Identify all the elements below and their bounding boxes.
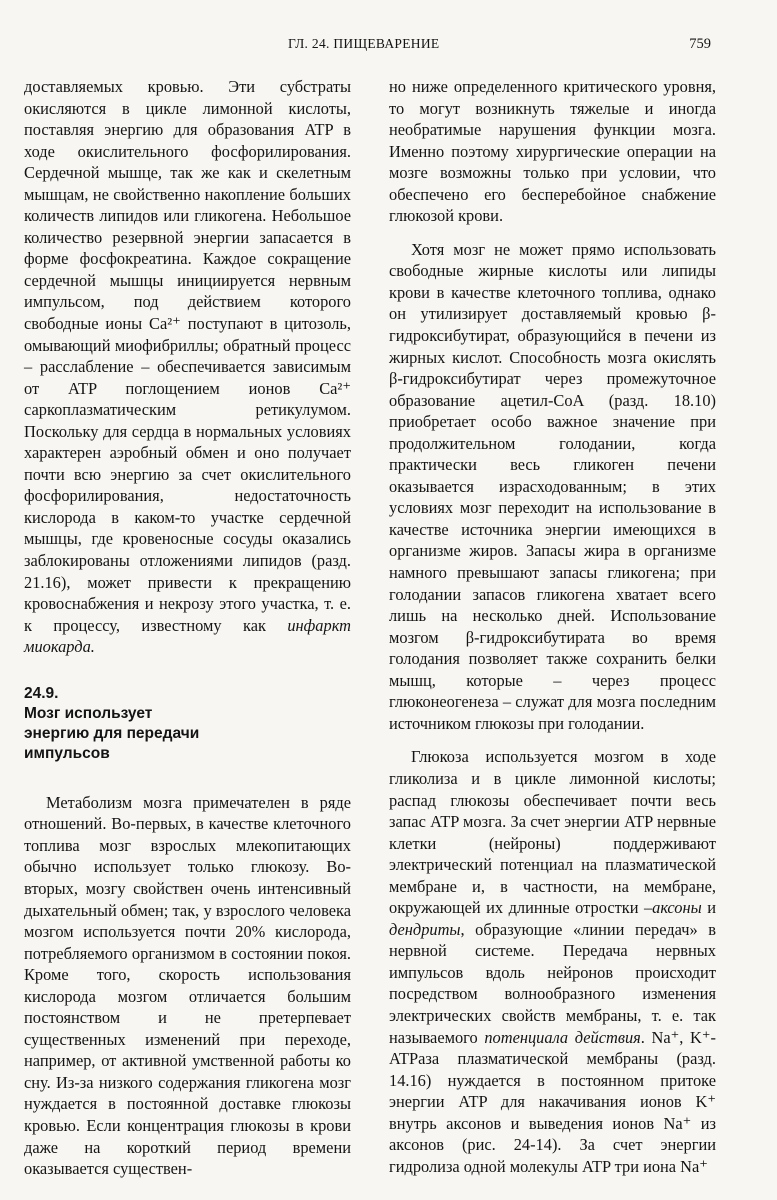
term-axons: аксоны (652, 898, 702, 918)
left-paragraph-1 (24, 76, 351, 658)
left-paragraph-1-text: доставляемых кровью. Эти субстраты окисляются в цикле лимонной кислоты, поставляя энергию для образования ATP в ходе окислительного фосфорилирования. Сердечной мышце, так же как и скелетным мышцам, не свойственно накопление больших количеств липидов или гликогена. Небольшое количество резервной энергии запасается в форме фосфокреатина. Каждое сокращение сердечной мышцы инициируется нервным импульсом, под действием которого свободные ионы Ca²⁺ поступают в цитозоль, омывающий миофибриллы; обратный процесс – расслабление – обеспечивается зависимым от ATP поглощением ионов Ca²⁺ саркоплазматическим ретикулумом. Поскольку для сердца в нормальных условиях характерен аэробный обмен и оно получает почти всю энергию за счет окислительного фосфорилирования, недостаточность кислорода в каком-то участке сердечной мышцы, где кровеносные сосуды оказались заблокированы отложениями липидов (разд. 21.16), может привести к прекращению кровоснабжения и некрозу этого участка, т. е. к процессу, известному как (24, 77, 351, 635)
paragraph-gap (389, 734, 716, 746)
right-paragraph-1: но ниже определенного критического уровня, то могут возникнуть тяжелые и иногда необратимые нарушения функции мозга. Именно поэтому хирургические операции на мозге возможны только при условии, что обеспечено его бесперебойное снабжение глюкозой крови. (389, 77, 716, 226)
section-number: 24.9. (24, 684, 59, 702)
right-paragraph-3-part-b: и (707, 898, 716, 918)
term-dendrites: дендриты (389, 919, 461, 939)
section-heading (24, 684, 351, 764)
section-heading-line-1 (24, 684, 351, 724)
running-header (0, 36, 777, 56)
left-column (24, 76, 351, 1180)
right-paragraph-2: Хотя мозг не может прямо использовать свободные жирные кислоты или липиды крови в качестве клеточного топлива, однако он утилизирует доставляемый кровью β-гидроксибутират, образующийся в печени из жирных кислот. Способность мозга окислять β-гидроксибутират через промежуточное образование ацетил-CoA (разд. 18.10) приобретает особо важное значение при продолжительном голодании, когда практически весь гликоген печени оказывается израсходованным; в этих условиях мозг переходит на использование в качестве источника энергии имеющихся в организме жиров. Запасы жира в организме намного превышают запасы гликогена; при голодании запасов гликогена хватает всего лишь на несколько дней. Использование мозгом β-гидроксибутирата во время голодания позволяет также сохранить белки мышц, которые – через процесс глюконеогенеза – служат для мозга последним источником глюкозы при голодании. (389, 239, 716, 733)
right-column (389, 76, 716, 1177)
section-title-line-2: энергию для передачи (24, 724, 200, 742)
left-paragraph-2: Метаболизм мозга примечателен в ряде отношений. Во-первых, в качестве клеточного топлива мозг взрослых млекопитающих обычно использует только глюкозу. Во-вторых, мозгу свойствен очень интенсивный дыхательный обмен; так, у взрослого человека мозгом используется почти 20% кислорода, потребляемого организмом в состоянии покоя. Кроме того, скорость использования кислорода мозгом отличается большим постоянством и не претерпевает существенных изменений при переходе, например, от активной умственной работы ко сну. Из-за низкого содержания гликогена мозг нуждается в постоянной доставке глюкозы кровью. Если концентрация глюкозы в крови даже на короткий период времени оказывается существен- (24, 792, 351, 1179)
right-paragraph-3 (389, 746, 716, 1177)
paragraph-gap (389, 227, 716, 239)
section-title-line-1: Мозг использует (24, 704, 153, 722)
right-paragraph-3-part-c: , образующие «линии передач» в нервной системе. Передача нервных импульсов вдоль нейронов происходит посредством волнообразного изменения электрических свойств мембраны, т. е. так называемого (389, 919, 716, 1047)
page-number: 759 (689, 36, 711, 52)
section-title-line-3: импульсов (24, 744, 110, 762)
right-paragraph-3-part-a: Глюкоза используется мозгом в ходе гликолиза и в цикле лимонной кислоты; распад глюкозы обеспечивает почти весь запас ATP мозга. За счет энергии ATP нервные клетки (нейроны) поддерживают электрический потенциал на плазматической мембране и, в частности, на мембране, окружающей их длинные отростки – (389, 747, 716, 918)
running-title: ГЛ. 24. ПИЩЕВАРЕНИЕ (288, 36, 440, 51)
term-action-potential: потенциала действия (484, 1027, 641, 1047)
right-paragraph-3-part-d: . Na⁺, K⁺-ATPаза плазматической мембраны (разд. 14.16) нуждается в постоянном притоке энергии ATP для накачивания ионов K⁺ внутрь аксонов и выведения ионов Na⁺ из аксонов (рис. 24-14). За счет энергии гидролиза одной молекулы ATP три иона Na⁺ (389, 1027, 716, 1176)
term-myocardial-infarction: инфаркт миокарда. (24, 615, 351, 657)
